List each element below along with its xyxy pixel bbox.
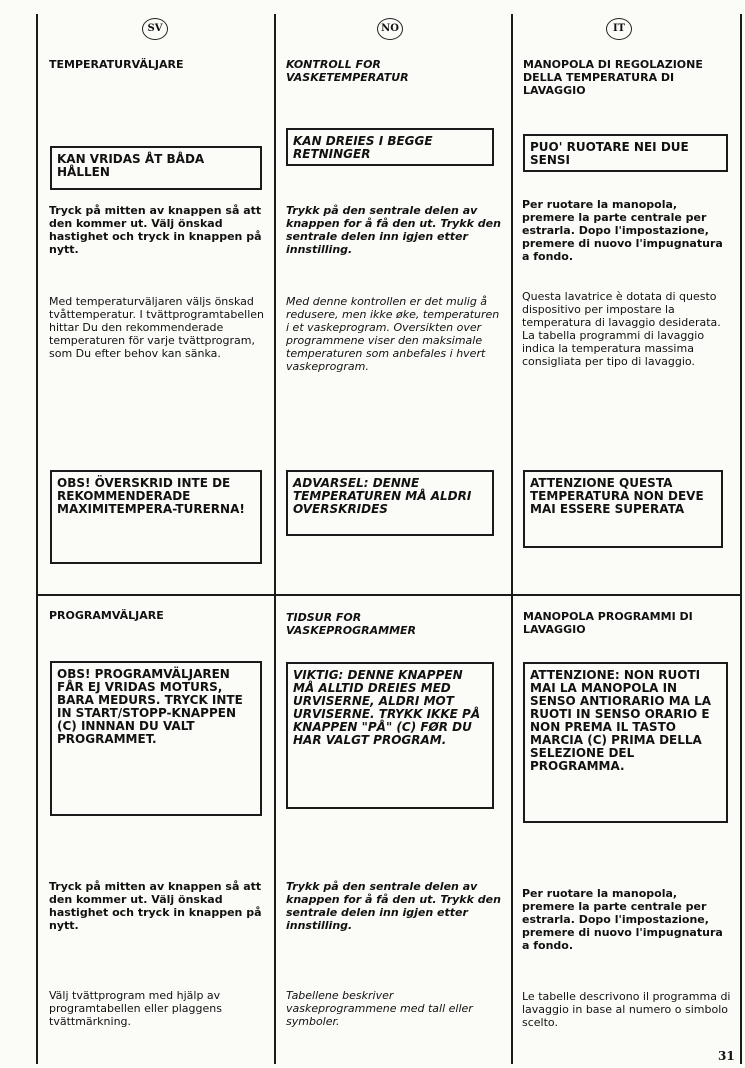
sv-program-description: Välj tvättprogram med hjälp av programtabellen eller plaggens tvättmärkning.	[49, 989, 222, 1028]
it-program-note-box: ATTENZIONE: NON RUOTI MAI LA MANOPOLA IN SENSO ANTIORARIO MA LA RUOTI IN SENSO ORARIO E NON PREMA IL TASTO MARCIA (C) PRIMA DELLA SELEZIONE DEL PROGRAMMA.	[523, 662, 728, 823]
language-badge-sv: SV	[142, 18, 168, 40]
sv-temperature-description: Med temperaturväljaren väljs önskad tvåttemperatur. I tvättprogramtabellen hittar Du den rekommenderade temperaturen för varje tvättprogram, som Du efter behov kan sänka.	[49, 295, 265, 360]
no-temperature-description: Med denne kontrollen er det mulig å redusere, men ikke øke, temperaturen i et vaskeprogram. Oversikten over programmene viser den maksimale temperaturen som anbefales i hvert vaskeprogram.	[286, 295, 500, 373]
sv-temperature-heading: TEMPERATURVÄLJARE	[49, 58, 184, 71]
it-temperature-warning-box: ATTENZIONE QUESTA TEMPERATURA NON DEVE MAI ESSERE SUPERATA	[523, 470, 723, 548]
language-badge-no: NO	[377, 18, 403, 40]
sv-temperature-warning-box: OBS! ÖVERSKRID INTE DE REKOMMENDERADE MAXIMITEMPERA-TURERNA!	[50, 470, 262, 564]
it-program-heading: MANOPOLA PROGRAMMI DI LAVAGGIO	[523, 610, 693, 636]
it-temperature-instructions: Per ruotare la manopola, premere la parte centrale per estrarla. Dopo l'impostazione, premere di nuovo l'impugnatura a fondo.	[522, 198, 723, 263]
no-program-note-box: VIKTIG: DENNE KNAPPEN MÅ ALLTID DREIES MED URVISERNE, ALDRI MOT URVISERNE. TRYKK IKKE PÅ KNAPPEN "PÅ" (C) FØR DU HAR VALGT PROGRAM.	[286, 662, 494, 809]
column-rule-2	[511, 14, 513, 1064]
no-program-heading: TIDSUR FOR VASKEPROGRAMMER	[286, 611, 417, 637]
no-temperature-warning-box: ADVARSEL: DENNE TEMPERATUREN MÅ ALDRI OVERSKRIDES	[286, 470, 494, 536]
sv-temperature-note-box: KAN VRIDAS ÅT BÅDA HÅLLEN	[50, 146, 262, 190]
language-badge-it: IT	[606, 18, 632, 40]
sv-program-instructions: Tryck på mitten av knappen så att den kommer ut. Välj önskad hastighet och tryck in knappen på nytt.	[49, 880, 262, 932]
it-program-instructions: Per ruotare la manopola, premere la parte centrale per estrarla. Dopo l'impostazione, premere di nuovo l'impugnatura a fondo.	[522, 887, 723, 952]
it-temperature-note-box: PUO' RUOTARE NEI DUE SENSI	[523, 134, 728, 172]
left-rule	[36, 14, 38, 1064]
no-temperature-note-box: KAN DREIES I BEGGE RETNINGER	[286, 128, 494, 166]
sv-program-heading: PROGRAMVÄLJARE	[49, 609, 164, 622]
section-divider	[36, 594, 741, 596]
sv-program-note-box: OBS! PROGRAMVÄLJAREN FÅR EJ VRIDAS MOTURS, BARA MEDURS. TRYCK INTE IN START/STOPP-KNAPPEN (C) INNNAN DU VALT PROGRAMMET.	[50, 661, 262, 816]
it-program-description: Le tabelle descrivono il programma di lavaggio in base al numero o simbolo scelto.	[522, 990, 731, 1029]
no-temperature-instructions: Trykk på den sentrale delen av knappen for å få den ut. Trykk den sentrale delen inn igjen etter innstilling.	[286, 204, 501, 256]
column-rule-1	[274, 14, 276, 1064]
it-temperature-heading: MANOPOLA DI REGOLAZIONE DELLA TEMPERATURA DI LAVAGGIO	[523, 58, 703, 97]
sv-temperature-instructions: Tryck på mitten av knappen så att den kommer ut. Välj önskad hastighet och tryck in knappen på nytt.	[49, 204, 262, 256]
no-program-description: Tabellene beskriver vaskeprogrammene med tall eller symboler.	[286, 989, 473, 1028]
right-rule	[740, 14, 742, 1064]
page-number: 31	[718, 1049, 735, 1063]
no-program-instructions: Trykk på den sentrale delen av knappen for å få den ut. Trykk den sentrale delen inn igjen etter innstilling.	[286, 880, 501, 932]
no-temperature-heading: KONTROLL FOR VASKETEMPERATUR	[286, 58, 409, 84]
it-temperature-description: Questa lavatrice è dotata di questo dispositivo per impostare la temperatura di lavaggio desiderata. La tabella programmi di lavaggio indica la temperatura massima consigliata per tipo di lavaggio.	[522, 290, 721, 368]
